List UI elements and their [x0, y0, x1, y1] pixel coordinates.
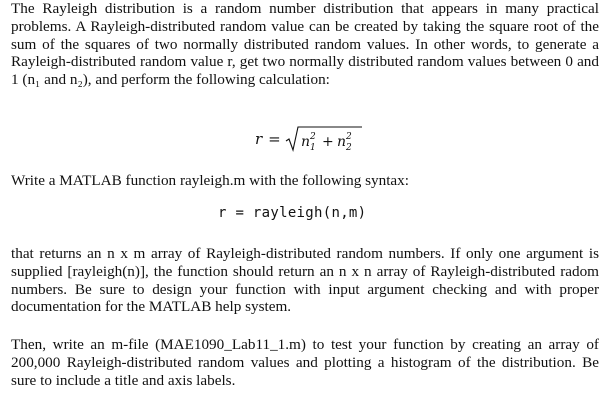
- formula-lhs: r: [255, 130, 263, 148]
- requirements-paragraph: that returns an n x m array of Rayleigh-distributed random numbers. If only one argument is supplied [rayleigh(n)], the function should return an n x n array of Rayleigh-distributed radom numbers. Be sure to design your function with input argument checking and with proper documentation for the MATLAB help system.: [11, 245, 599, 316]
- instruction-paragraph: Write a MATLAB function rayleigh.m with the following syntax:: [11, 172, 409, 189]
- formula-term2: n: [336, 134, 346, 150]
- formula-plus: +: [321, 134, 334, 150]
- test-script-paragraph: Then, write an m-file (MAE1090_Lab11_1.m) to test your function by creating an array of 200,000 Rayleigh-distributed random values and plotting a histogram of the distribution. Be sure to include a title and axis labels.: [11, 336, 599, 389]
- function-syntax-code: r = rayleigh(n,m): [218, 205, 367, 221]
- formula-term1-sup: 2: [309, 132, 316, 142]
- rayleigh-formula: [255, 124, 363, 154]
- formula-term1-sub: 1: [309, 143, 316, 153]
- formula-term2-sup: 2: [345, 132, 352, 142]
- intro-paragraph: The Rayleigh distribution is a random number distribution that appears in many practical problems. A Rayleigh-distributed random value can be created by taking the square root of the sum of the squares of two normally distributed random values. In other words, to generate a Rayleigh-distributed random value r, get two normally distributed random values between 0 and 1 (n₁ and n₂), and perform the following calculation:: [11, 0, 599, 89]
- formula-sqrt: [285, 124, 363, 154]
- formula-term1: n: [300, 134, 310, 150]
- formula-equals: =: [268, 130, 281, 148]
- formula-term2-sub: 2: [345, 143, 352, 153]
